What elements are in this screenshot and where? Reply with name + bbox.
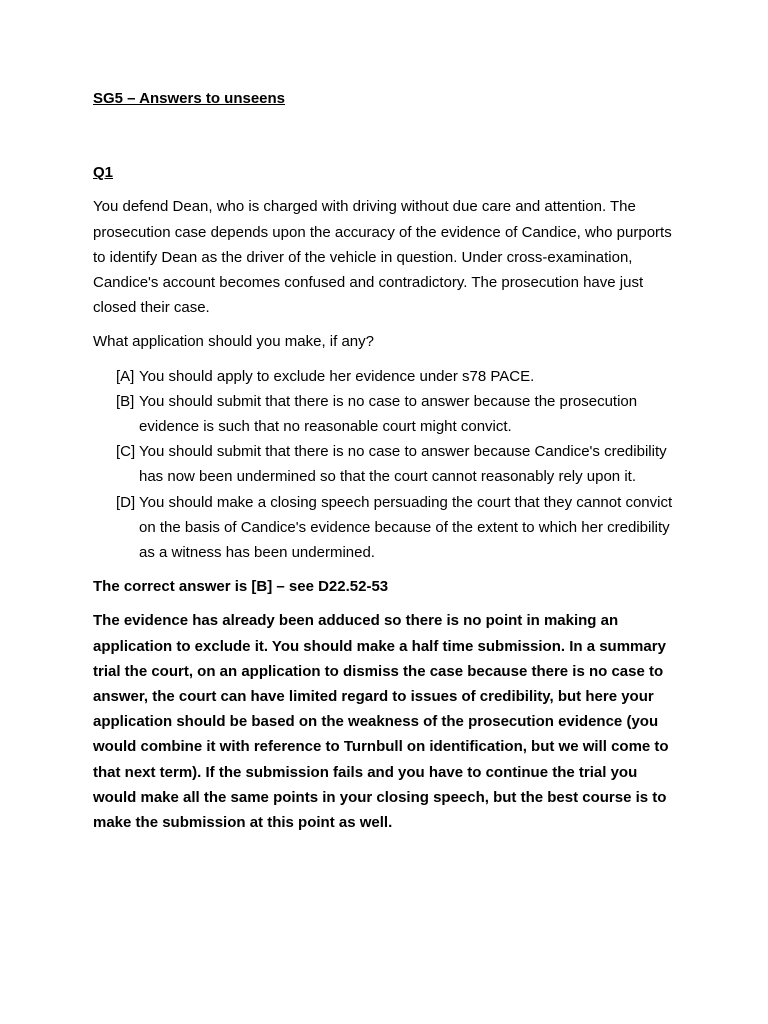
option-text: You should submit that there is no case to answer because the prosecution evidence is such that no reasonable court might convict.	[139, 392, 638, 436]
option-text: You should apply to exclude her evidence under s78 PACE.	[139, 367, 535, 385]
question-prompt: What application should you make, if any?	[93, 333, 374, 351]
option-text: You should make a closing speech persuading the court that they cannot convict on the basis of Candice's evidence because of the extent to which her credibility as a witness has been undermined.	[139, 493, 673, 562]
option-a	[116, 364, 683, 389]
question-scenario: You defend Dean, who is charged with driving without due care and attention. The prosecution case depends upon the accuracy of the evidence of Candice, who purports to identify Dean as the driver of the vehicle in question. Under cross-examination, Candice's account becomes confused and contradictory. The prosecution have just closed their case.	[93, 198, 672, 317]
document-page	[93, 86, 683, 835]
option-key: [C]	[116, 443, 136, 461]
option-key: [B]	[116, 392, 135, 410]
correct-answer: The correct answer is [B] – see D22.52-53	[93, 578, 389, 596]
option-b	[116, 389, 683, 439]
question-heading: Q1	[93, 164, 114, 182]
option-d	[116, 490, 683, 566]
option-key: [A]	[116, 367, 135, 385]
document-title: SG5 – Answers to unseens	[93, 90, 286, 107]
option-text: You should submit that there is no case to answer because Candice's credibility has now been undermined so that the court cannot reasonably rely upon it.	[139, 443, 667, 486]
answer-explanation: The evidence has already been adduced so there is no point in making an application to exclude it. You should make a half time submission. In a summary trial the court, on an application to dismiss the case because there is no case to answer, the court can have limited regard to issues of credibility, but here your application should be based on the weakness of the prosecution evidence (you would combine it with reference to Turnbull on identification, but we will come to that next term). If the submission fails and you have to continue the trial you would make all the same points in your closing speech, but the best course is to make the submission at this point as well.	[93, 612, 669, 832]
option-c	[116, 439, 683, 489]
answer-options	[93, 364, 683, 566]
option-key: [D]	[116, 493, 136, 511]
